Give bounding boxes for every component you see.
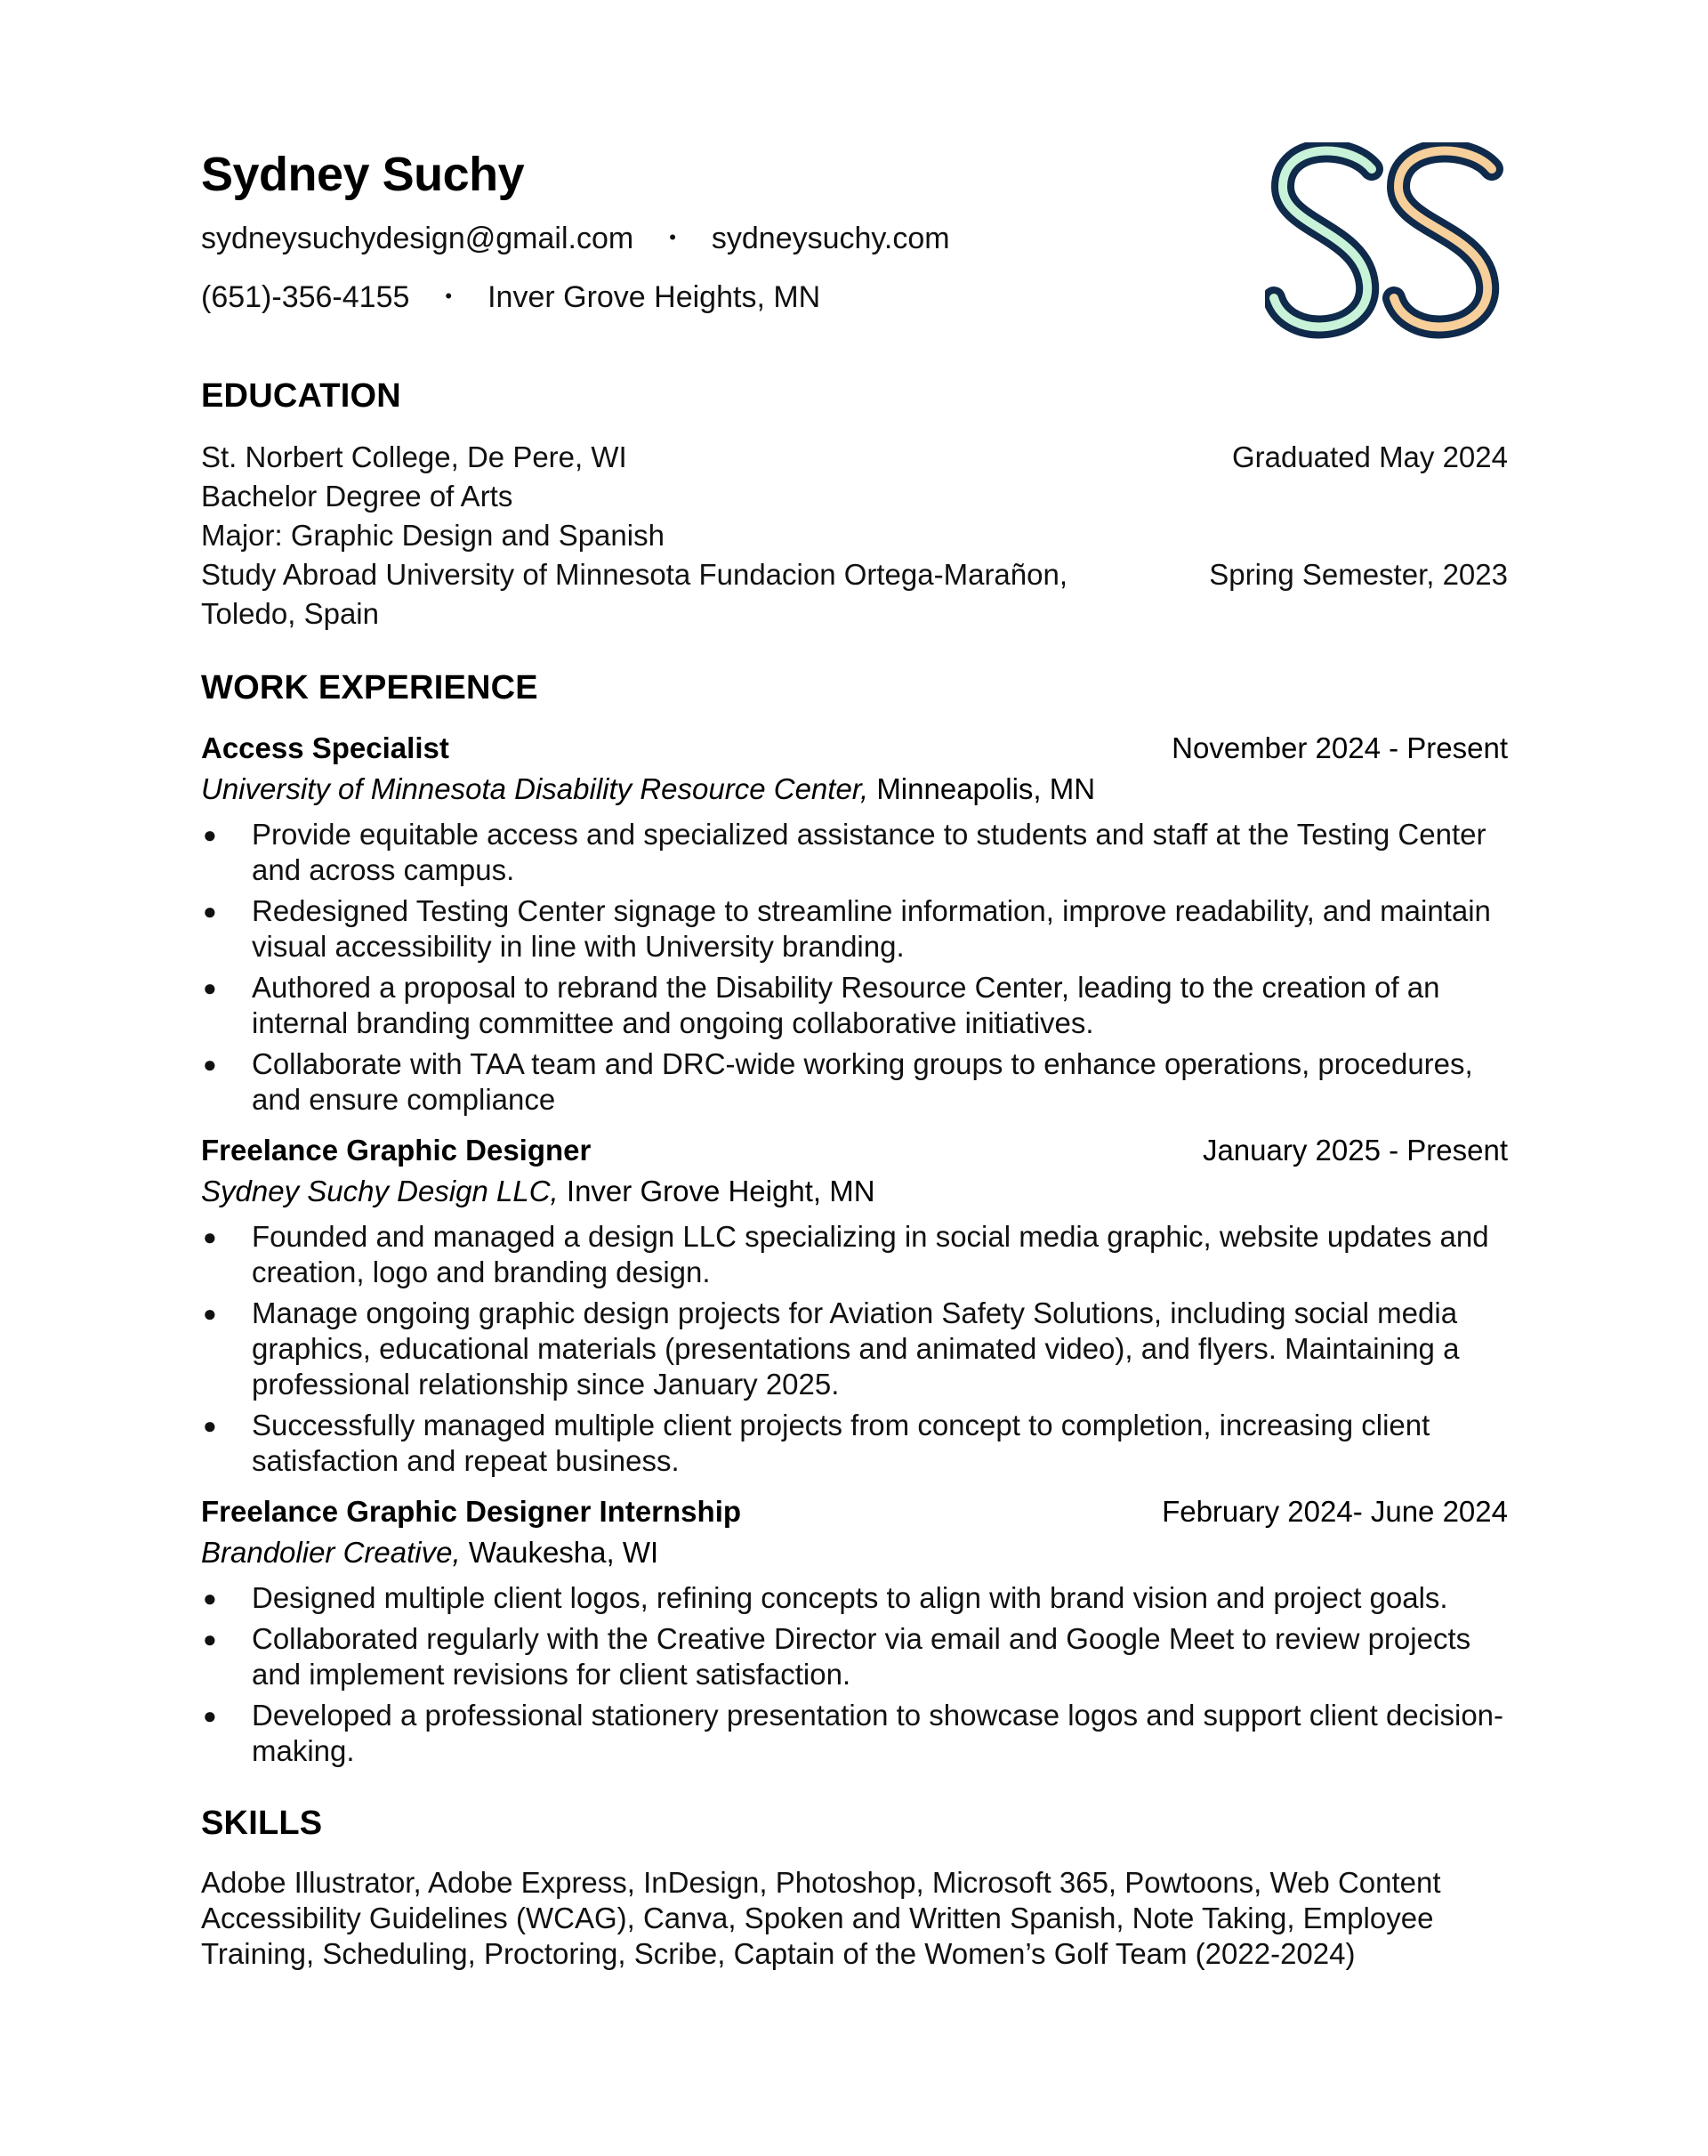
job-location: Minneapolis, MN (876, 772, 1096, 806)
bullet-text: Designed multiple client logos, refining concepts to align with brand vision and project goals. (252, 1581, 1448, 1615)
job-bullet (201, 893, 1508, 965)
job-date: November 2024 - Present (1172, 731, 1508, 765)
bullet-text: Authored a proposal to rebrand the Disability Resource Center, leading to the creation of an internal branding committee and ongoing collaborative initiatives. (252, 971, 1440, 1040)
graduation-date: Graduated May 2024 (1231, 440, 1508, 474)
skills-section (201, 1801, 1508, 1972)
bullet-dot: ● (203, 1300, 217, 1328)
section-title-work: WORK EXPERIENCE (201, 669, 538, 707)
phone-number: (651)-356-4155 (201, 280, 410, 315)
job-organization (201, 1532, 1508, 1573)
work-section (201, 666, 1508, 1769)
bullet-dot: ● (203, 1412, 217, 1440)
bullet-dot: ● (203, 974, 217, 1002)
major: Major: Graphic Design and Spanish (201, 519, 665, 553)
job-location: Inver Grove Height, MN (566, 1175, 875, 1208)
job-organization (201, 1171, 1508, 1212)
job-org-name: University of Minnesota Disability Resource Center, (201, 772, 869, 806)
bullet-text: Provide equitable access and specialized assistance to students and staff at the Testing Center and across campus. (252, 818, 1486, 887)
job-title: Freelance Graphic Designer (201, 1134, 592, 1167)
bullet-dot: ● (203, 898, 217, 925)
job-bullet (201, 817, 1508, 888)
jobs-list (201, 728, 1508, 1769)
bullet-text: Successfully managed multiple client projects from concept to completion, increasing client satisfaction and repeat business. (252, 1409, 1430, 1478)
study-abroad-date: Spring Semester, 2023 (1209, 558, 1508, 592)
education-section (201, 374, 1508, 634)
school-name: St. Norbert College, De Pere, WI (201, 440, 627, 474)
bullet-dot: ● (203, 1626, 217, 1653)
section-title-skills: SKILLS (201, 1805, 323, 1843)
job-bullet (201, 1580, 1508, 1616)
resume-page (201, 142, 1508, 1972)
separator-dot: • (445, 285, 453, 308)
bullet-text: Collaborate with TAA team and DRC-wide working groups to enhance operations, procedures, and ensure compliance (252, 1047, 1473, 1117)
skills-text: Adobe Illustrator, Adobe Express, InDesign, Photoshop, Microsoft 365, Powtoons, Web Content Accessibility Guidelines (WCAG), Canva, Spoken and Written Spanish, Note Taking, Employee Training, Scheduling, Proctoring, Scribe, Captain of the Women’s Golf Team (2022-2024) (201, 1866, 1441, 1971)
job-bullet (201, 970, 1508, 1041)
bullet-text: Manage ongoing graphic design projects for Aviation Safety Solutions, including social media graphics, educational materials (presentations and animated video), and flyers. Maintaining a professional relationship since January 2025. (252, 1296, 1460, 1401)
job-bullet (201, 1296, 1508, 1402)
job-org-name: Sydney Suchy Design LLC, (201, 1175, 559, 1208)
bullet-dot: ● (203, 1702, 217, 1730)
logo-left-s (1274, 151, 1372, 327)
bullet-text: Collaborated regularly with the Creative Director via email and Google Meet to review projects and implement revisions for client satisfaction. (252, 1622, 1471, 1692)
job-bullet (201, 1621, 1508, 1692)
email-link[interactable]: sydneysuchydesign@gmail.com (201, 222, 634, 255)
job-bullet (201, 1219, 1508, 1290)
job-bullets (201, 1580, 1508, 1769)
job-location: Waukesha, WI (468, 1536, 659, 1570)
ss-monogram-logo (1265, 142, 1505, 347)
bullet-dot: ● (203, 821, 217, 849)
job-title: Access Specialist (201, 731, 449, 765)
job-title: Freelance Graphic Designer Internship (201, 1495, 742, 1529)
job-organization (201, 769, 1508, 810)
job-bullet (201, 1046, 1508, 1118)
bullet-dot: ● (203, 1223, 217, 1251)
separator-dot: • (669, 226, 676, 249)
section-title-education: EDUCATION (201, 377, 401, 416)
bullet-dot: ● (203, 1585, 217, 1612)
job-bullets (201, 817, 1508, 1118)
logo-right-s (1394, 151, 1492, 327)
job-date: February 2024- June 2024 (1162, 1495, 1508, 1529)
study-abroad: Study Abroad University of Minnesota Fundacion Ortega-Marañon, Toledo, Spain (201, 558, 1068, 631)
job-entry (201, 728, 1508, 1118)
candidate-name: Sydney Suchy (201, 148, 525, 201)
job-bullets (201, 1219, 1508, 1479)
resume-header (201, 142, 1508, 319)
bullet-text: Redesigned Testing Center signage to streamline information, improve readability, and maintain visual accessibility in line with University branding. (252, 894, 1491, 964)
job-date: January 2025 - Present (1202, 1134, 1508, 1167)
education-block (201, 438, 1508, 634)
website-link[interactable]: sydneysuchy.com (711, 222, 950, 255)
job-bullet (201, 1408, 1508, 1479)
job-entry (201, 1130, 1508, 1479)
bullet-dot: ● (203, 1051, 217, 1078)
bullet-text: Developed a professional stationery presentation to showcase logos and support client decision-making. (252, 1699, 1504, 1768)
job-org-name: Brandolier Creative, (201, 1536, 461, 1570)
bullet-text: Founded and managed a design LLC specializing in social media graphic, website updates and creation, logo and branding design. (252, 1220, 1489, 1289)
job-bullet (201, 1698, 1508, 1769)
degree: Bachelor Degree of Arts (201, 480, 513, 513)
location: Inver Grove Heights, MN (487, 280, 821, 315)
job-entry (201, 1491, 1508, 1769)
